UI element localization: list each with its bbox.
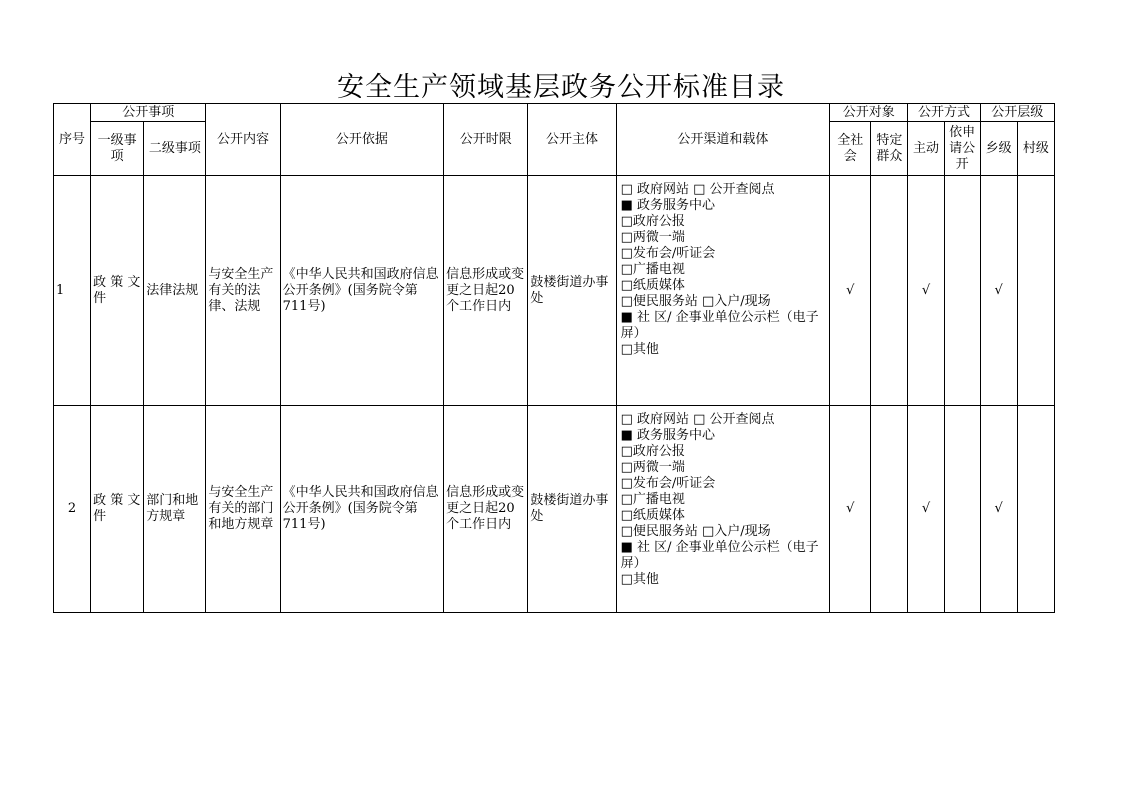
cell-content: 与安全生产有关的部门和地方规章: [206, 406, 280, 613]
header-level2: 二级事项: [144, 122, 206, 176]
header-time-limit: 公开时限: [444, 104, 528, 176]
cell-seq: 1: [54, 176, 91, 406]
cell-method-active: √: [908, 176, 944, 406]
cell-target-specific: [871, 406, 908, 613]
channel-item: □ 政府网站 □ 公开查阅点: [620, 412, 775, 427]
cell-level-village: [1017, 406, 1054, 613]
cell-target-specific: [871, 176, 908, 406]
cell-time-limit: 信息形成或变更之日起20个工作日内: [444, 176, 528, 406]
channel-item: □两微一端: [620, 460, 685, 475]
header-target-specific: 特定群众: [871, 122, 908, 176]
channel-item: □广播电视: [620, 262, 685, 277]
cell-target-all: √: [830, 176, 871, 406]
header-basis: 公开依据: [280, 104, 443, 176]
channel-item: □两微一端: [620, 230, 685, 245]
cell-level-township: √: [980, 406, 1017, 613]
channel-item: □其他: [620, 572, 659, 587]
channel-item: ■ 社 区/ 企事业单位公示栏（电子屏）: [620, 310, 819, 341]
channel-item: ■ 政务服务中心: [620, 428, 715, 443]
cell-subject: 鼓楼街道办事处: [528, 176, 616, 406]
channel-item: □政府公报: [620, 214, 685, 229]
header-channel: 公开渠道和载体: [616, 104, 830, 176]
header-seq: 序号: [54, 104, 91, 176]
channel-item: □纸质媒体: [620, 508, 685, 523]
header-target-all: 全社会: [830, 122, 871, 176]
channel-item: ■ 社 区/ 企事业单位公示栏（电子屏）: [620, 540, 819, 571]
header-target-group: 公开对象: [830, 104, 908, 122]
header-method-group: 公开方式: [908, 104, 980, 122]
header-content: 公开内容: [206, 104, 280, 176]
channel-item: □发布会/听证会: [620, 246, 716, 261]
channel-item: □政府公报: [620, 444, 685, 459]
cell-method-active: √: [908, 406, 944, 613]
channel-item: □纸质媒体: [620, 278, 685, 293]
header-matter-group: 公开事项: [91, 104, 206, 122]
cell-level-village: [1017, 176, 1054, 406]
channel-item: □便民服务站 □入户/现场: [620, 524, 771, 539]
channel-item: □发布会/听证会: [620, 476, 716, 491]
cell-channels: [616, 406, 830, 613]
header-subject: 公开主体: [528, 104, 616, 176]
cell-basis: 《中华人民共和国政府信息公开条例》(国务院令第711号): [280, 406, 443, 613]
page-title: 安全生产领域基层政务公开标准目录: [337, 72, 785, 103]
cell-channels: [616, 176, 830, 406]
channel-item: □广播电视: [620, 492, 685, 507]
cell-level1: 政 策 文件: [91, 406, 144, 613]
channel-item: □其他: [620, 342, 659, 357]
disclosure-catalog-table: [53, 103, 1055, 613]
cell-seq: 2: [54, 406, 91, 613]
cell-level-township: √: [980, 176, 1017, 406]
header-method-active: 主动: [908, 122, 944, 176]
cell-level1: 政 策 文件: [91, 176, 144, 406]
cell-basis: 《中华人民共和国政府信息公开条例》(国务院令第711号): [280, 176, 443, 406]
header-level-township: 乡级: [980, 122, 1017, 176]
header-row-group: [54, 104, 1055, 122]
header-level1: 一级事项: [91, 122, 144, 176]
cell-level2: 部门和地方规章: [144, 406, 206, 613]
header-level-group: 公开层级: [980, 104, 1054, 122]
table-row: [54, 176, 1055, 406]
cell-method-request: [944, 176, 980, 406]
channel-item: □ 政府网站 □ 公开查阅点: [620, 182, 775, 197]
channel-item: □便民服务站 □入户/现场: [620, 294, 771, 309]
cell-time-limit: 信息形成或变更之日起20个工作日内: [444, 406, 528, 613]
table-row: [54, 406, 1055, 613]
header-method-request: 依申请公开: [944, 122, 980, 176]
cell-target-all: √: [830, 406, 871, 613]
header-level-village: 村级: [1017, 122, 1054, 176]
cell-method-request: [944, 406, 980, 613]
cell-subject: 鼓楼街道办事处: [528, 406, 616, 613]
channel-item: ■ 政务服务中心: [620, 198, 715, 213]
cell-content: 与安全生产有关的法律、法规: [206, 176, 280, 406]
cell-level2: 法律法规: [144, 176, 206, 406]
